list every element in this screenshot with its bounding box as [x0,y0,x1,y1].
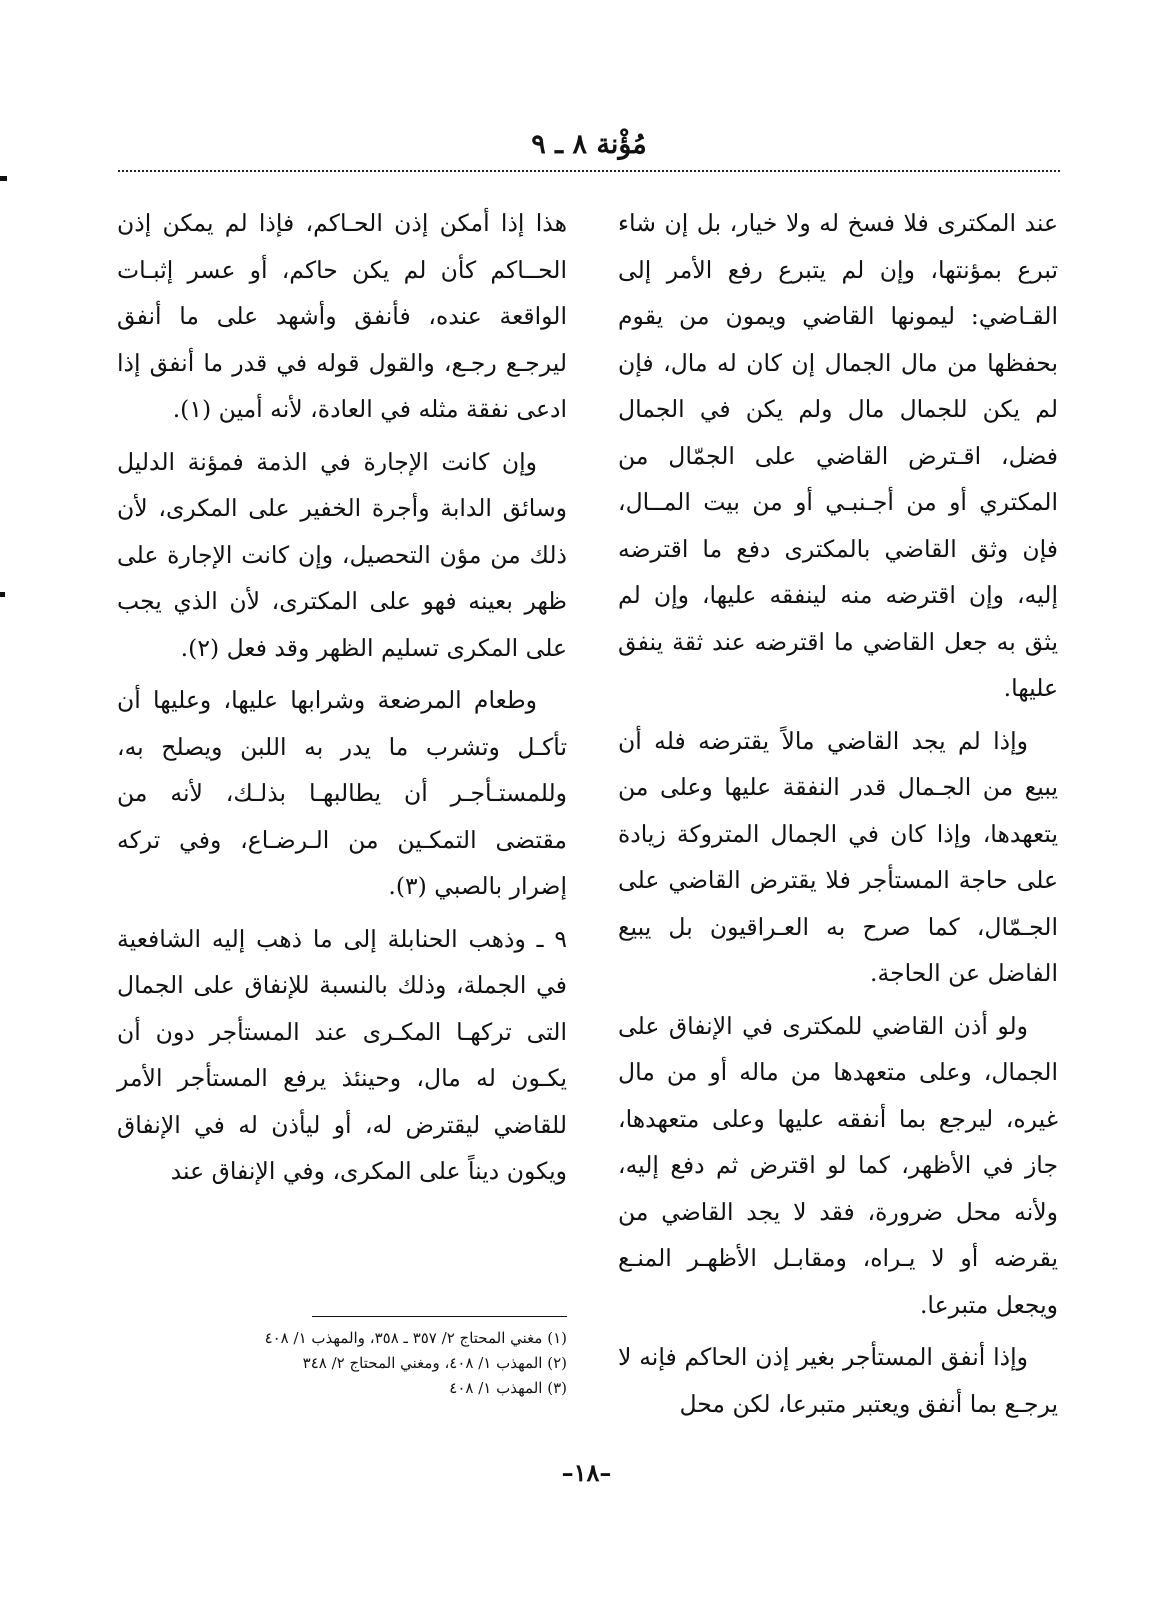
footnote: (٢) المهذب ١/ ٤٠٨، ومغني المحتاج ٢/ ٣٤٨ [302,1354,567,1372]
paragraph: وإذا أنفق المستأجر بغير إذن الحاكم فإنه لا يرجـع بما أنفق ويعتبر متبرعا، لكن محل [618,1343,1058,1418]
page-number: –١٨– [561,1458,612,1487]
running-header [118,128,1060,178]
scan-margin-mark [0,592,5,597]
footnote: (١) مغني المحتاج ٢/ ٣٥٧ ـ ٣٥٨، والمهذب ١/ ٤٠٨ [264,1329,567,1347]
paragraph: ٩ ـ وذهب الحنابلة إلى ما ذهب إليه الشافعية في الجملة، وذلك بالنسبة للإنفاق على الجمال التى تركهـا المكـرى عند المستأجر دون أن يكـون له مال، وحينئذ يرفع المستأجر الأمر للقاضي ليقترض له، أو ليأذن له في الإنفاق ويكون ديناً على المكرى، وفي الإنفاق عند [117,924,567,1185]
header-dotted-rule [118,170,1060,172]
footnotes [107,1326,567,1401]
right-text-column [618,200,1058,1433]
paragraph: وإذا لم يجد القاضي مالاً يقترضه فله أن يبيع من الجـمال قدر النفقة عليها وعلى من يتعهدها، وإذا كان في الجمال المتروكة زيادة على حاجة المستأجر فلا يقترض القاضي على الجـمّال، كما صرح به العـراقيون بل يبيع الفاضل عن الحاجة. [618,726,1058,987]
scan-margin-mark [0,176,7,181]
paragraph: عند المكترى فلا فسخ له ولا خيار، بل إن شاء تبرع بمؤنتها، وإن لم يتبرع رفع الأمر إلى القـاضي: ليمونها القاضي ويمون من يقوم بحفظها من مال الجمال إن كان له مال، فإن لم يكن للجمال مال ولم يكن في الجمال فضل، اقـترض القاضي على الجمّال من المكتري أو من أجـنبـي أو من بيت المــال، فإن وثق القاضي بالمكترى دفع ما اقترضه إليه، وإن اقترضه منه لينفقه عليها، وإن لم يثق به جعل القاضي ما اقترضه عند ثقة ينفق عليها. [618,209,1058,702]
left-text-column [117,200,567,1201]
footnote: (٣) المهذب ١/ ٤٠٨ [449,1379,567,1397]
footnote-separator [312,1316,567,1317]
header-title: مُؤْنة ٨ ـ ٩ [531,129,647,160]
paragraph: وطعام المرضعة وشرابها عليها، وعليها أن تأكـل وتشرب ما يدر به اللبن ويصلح به، وللمستـأجـر أن يطالبهـا بذلـك، لأنه من مقتضى التمكـين من الـرضـاع، وفي تركه إضرار بالصبي (٣). [117,686,567,900]
paragraph: وإن كانت الإجارة في الذمة فمؤنة الدليل وسائق الدابة وأجرة الخفير على المكرى، لأن ذلك من مؤن التحصيل، وإن كانت الإجارة على ظهر بعينه فهو على المكترى، لأن الذي يجب على المكرى تسليم الظهر وقد فعل (٢). [117,447,567,662]
paragraph: هذا إذا أمكن إذن الحـاكم، فإذا لم يمكن إذن الحــاكم كأن لم يكن حاكم، أو عسر إثبـات الواقعة عنده، فأنفق وأشهد على ما أنفق ليرجـع رجـع، والقول قوله في قدر ما أنفق إذا ادعى نفقة مثله في العادة، لأنه أمين (١). [117,209,567,423]
paragraph: ولو أذن القاضي للمكترى في الإنفاق على الجمال، وعلى متعهدها من ماله أو من مال غيره، ليرجع بما أنفقه عليها وعلى متعهدها، جاز في الأظهر، كما لو اقترض ثم دفع إليه، ولأنه محل ضرورة، فقد لا يجد القاضي من يقرضه أو لا يـراه، ومقابـل الأظهـر المنـع ويجعل متبرعا. [618,1011,1058,1319]
